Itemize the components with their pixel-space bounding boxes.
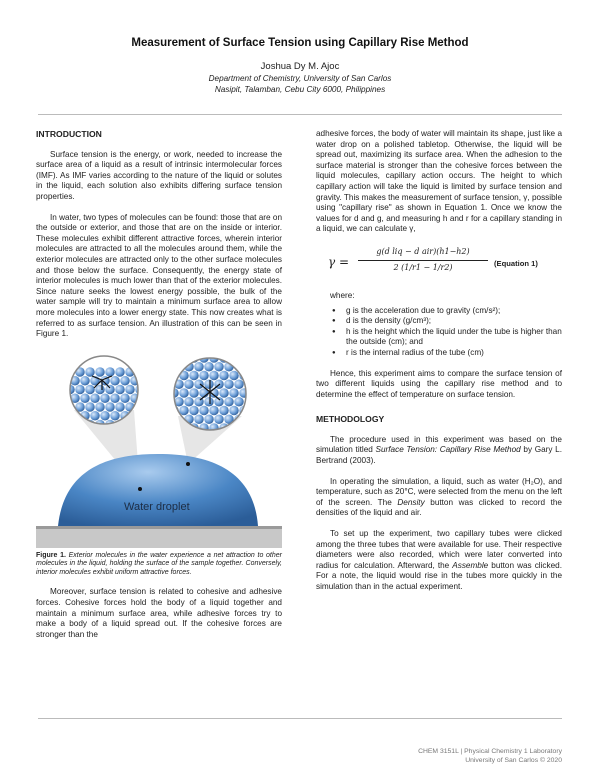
equation-denominator: 2 (1/r1 − 1/r2) [393, 262, 453, 272]
water-molecule [80, 376, 90, 386]
surface-base [36, 526, 282, 548]
water-molecule [239, 353, 249, 363]
intro-paragraph-3-continued: adhesive forces, the body of water will maintain its shape, just like a water drop on a polished tabletop. Otherwise, the liquid will be spread out, maximizing its surface area. When the adhesion to the surface material is stronger than the cohesive forces between the liquid molecules, capillary action occurs. The height to which capillary action will take the liquid is limited by surface tension and gravity. This makes the measurement of surface tension, γ, possible using "capillary rise" as shown in Equation 1. Once we know the values for d and g, and measuring h and r for a capillary standing in a liquid, we can calculate γ, [316, 129, 562, 234]
right-zoom-point [186, 462, 190, 466]
water-molecule [90, 393, 100, 403]
simulation-title: Surface Tension: Capillary Rise Method [375, 445, 521, 455]
water-molecule [229, 388, 239, 398]
left-zoom-point [138, 487, 142, 491]
water-molecule [135, 402, 145, 412]
header-divider [38, 114, 562, 115]
water-molecule [85, 384, 95, 394]
introduction-heading: INTRODUCTION [36, 129, 102, 139]
intro-paragraph-3: Moreover, surface tension is related to cohesive and adhesive forces. Cohesive forces hold the body of a liquid together and maintain a minimum surface area, while adhesive forces try to make a body of a liquid spread out. If the cohesive forces are stronger than the [36, 587, 282, 639]
water-molecule [224, 397, 234, 407]
author-name: Joshua Dy M. Ajoc [260, 61, 340, 72]
water-molecule [219, 405, 229, 415]
water-molecule [189, 405, 199, 415]
water-molecule [214, 414, 224, 424]
density-button-ref: Density [397, 497, 425, 507]
water-molecule [209, 370, 219, 380]
water-molecule [234, 379, 244, 389]
water-molecule [75, 384, 85, 394]
equation-label: (Equation 1) [494, 258, 538, 268]
water-molecule [135, 384, 145, 394]
water-molecule [219, 388, 229, 398]
water-molecule [85, 367, 95, 377]
water-molecule [169, 353, 179, 363]
water-molecule [115, 367, 125, 377]
water-molecule [110, 393, 120, 403]
figure-1-illustration [36, 350, 282, 548]
water-molecule [204, 362, 214, 372]
water-molecule [224, 379, 234, 389]
water-molecule [100, 393, 110, 403]
water-molecule [115, 384, 125, 394]
water-molecule [229, 353, 239, 363]
water-molecule [169, 423, 179, 433]
affiliation-address: Nasipit, Talamban, Cebu City 6000, Philippines [214, 85, 386, 94]
methodology-paragraph-3: To set up the experiment, two capillary tubes were clicked among the three tubes that were available for use. Their respective diameters were also recorded, which were later converted into radius for calculation. Afterward, the Assemble button was clicked. For a note, the liquid would rise in the tubes more quickly in the simulation than in the actual experiment. [316, 529, 562, 591]
water-molecule [80, 393, 90, 403]
water-molecule [189, 370, 199, 380]
paper-title: Measurement of Surface Tension using Capillary Rise Method [131, 37, 469, 49]
equation-lhs: γ = [328, 254, 350, 269]
water-molecule [135, 419, 145, 429]
water-molecule [234, 362, 244, 372]
water-molecule [234, 397, 244, 407]
water-molecule [204, 414, 214, 424]
definition-h: ● h is the height which the liquid under the tube is higher than the outside (cm); and [332, 327, 562, 348]
water-molecule [135, 367, 145, 377]
methodology-paragraph-2: In operating the simulation, a liquid, such as water (H₂O), and temperature, such as 20°C, were selected from the menu on the left of the screen. The Density button was clicked to record the densities of the liquid and air. [316, 476, 562, 518]
water-molecule [219, 370, 229, 380]
water-molecule [110, 376, 120, 386]
page-footer [418, 748, 562, 765]
water-molecule [184, 379, 194, 389]
water-molecule [105, 367, 115, 377]
water-molecule [194, 362, 204, 372]
water-molecule [204, 379, 214, 389]
water-molecule [95, 367, 105, 377]
water-molecule [65, 419, 75, 429]
water-droplet-label: Water droplet [124, 500, 190, 513]
water-molecule [214, 362, 224, 372]
water-molecule [179, 388, 189, 398]
methodology-paragraph-1: The procedure used in this experiment was based on the simulation titled Surface Tension: Capillary Rise Method by Gary L. Bertrand (2003). [316, 434, 562, 466]
aim-paragraph: Hence, this experiment aims to compare the surface tension of two different liquids using the capillary rise method and to determine the effect of temperature on surface tension. [316, 368, 562, 399]
equation-numerator: g(d liq − d air)(h1−h2) [376, 246, 470, 256]
right-column [316, 129, 562, 603]
caption-text: Exterior molecules in the water experience a net attraction to other molecules in the liquid, holding the surface of the sample together. Conversely, interior molecules exhibit uniform attractive forces. [36, 551, 282, 576]
footer-course: CHEM 3151L | Physical Chemistry 1 Laboratory [418, 748, 562, 755]
water-molecule [184, 397, 194, 407]
water-droplet-shape [58, 454, 258, 526]
water-molecule [120, 376, 130, 386]
water-molecule [90, 411, 100, 421]
water-molecule [189, 388, 199, 398]
water-molecule [95, 402, 105, 412]
equation-1 [316, 245, 562, 285]
water-molecule [194, 414, 204, 424]
water-molecule [229, 370, 239, 380]
water-molecule [125, 384, 135, 394]
water-molecule [115, 402, 125, 412]
water-molecule [85, 402, 95, 412]
water-molecule [194, 379, 204, 389]
where-intro: where: [330, 290, 355, 300]
surface-tension-diagram [36, 350, 282, 548]
definition-d: ● d is the density (g/cm³); [332, 316, 562, 327]
water-molecule [209, 405, 219, 415]
water-molecule [110, 411, 120, 421]
water-molecule [179, 353, 189, 363]
assemble-button-ref: Assemble [452, 560, 489, 570]
water-molecule [214, 397, 224, 407]
water-molecule [100, 411, 110, 421]
intro-paragraph-2: In water, two types of molecules can be found: those that are on the outside or exterior, and those that are on the inside or interior. These molecules exhibit different attractive forces, wherein interior molecules are attracted to all the molecules around them, while the exterior molecules are attracted only to the other surface molecules and those below the surface. Consequently, the energy state of interior molecules is much lower than that of the exterior molecules. Since nature seeks the lowest energy possible, the bulk of the water sample will try to maintain a minimum surface area to allow more molecules into a lower energy state. This now creates what is referred to as surface tension. An illustration of this can be seen in Figure 1. [36, 212, 282, 339]
definition-g: ● g is the acceleration due to gravity (cm/s²); [332, 306, 562, 317]
water-molecule [105, 402, 115, 412]
left-column [36, 129, 282, 650]
water-molecule [199, 405, 209, 415]
intro-paragraph-1: Surface tension is the energy, or work, needed to increase the surface area of a liquid as a result of intrinsic intermolecular forces (IMF). As IMF varies according to the nature of the liquid or solutes in the liquid, each solution also exhibits differing surface tension properties. [36, 149, 282, 201]
definition-r: ● r is the internal radius of the tube (cm) [332, 348, 562, 359]
figure-1-caption [36, 552, 282, 578]
water-molecule [95, 384, 105, 394]
water-molecule [229, 405, 239, 415]
footer-divider [38, 718, 562, 719]
caption-label: Figure 1. [36, 551, 66, 559]
affiliation-department: Department of Chemistry, University of San Carlos [208, 74, 392, 83]
water-molecule [105, 384, 115, 394]
water-molecule [120, 393, 130, 403]
variable-definitions [316, 306, 562, 359]
water-molecule [239, 388, 249, 398]
methodology-heading: METHODOLOGY [316, 414, 385, 425]
footer-university: University of San Carlos © 2020 [465, 756, 562, 764]
equation-fraction [358, 247, 488, 273]
water-molecule [204, 397, 214, 407]
water-molecule [239, 423, 249, 433]
water-molecule [199, 370, 209, 380]
